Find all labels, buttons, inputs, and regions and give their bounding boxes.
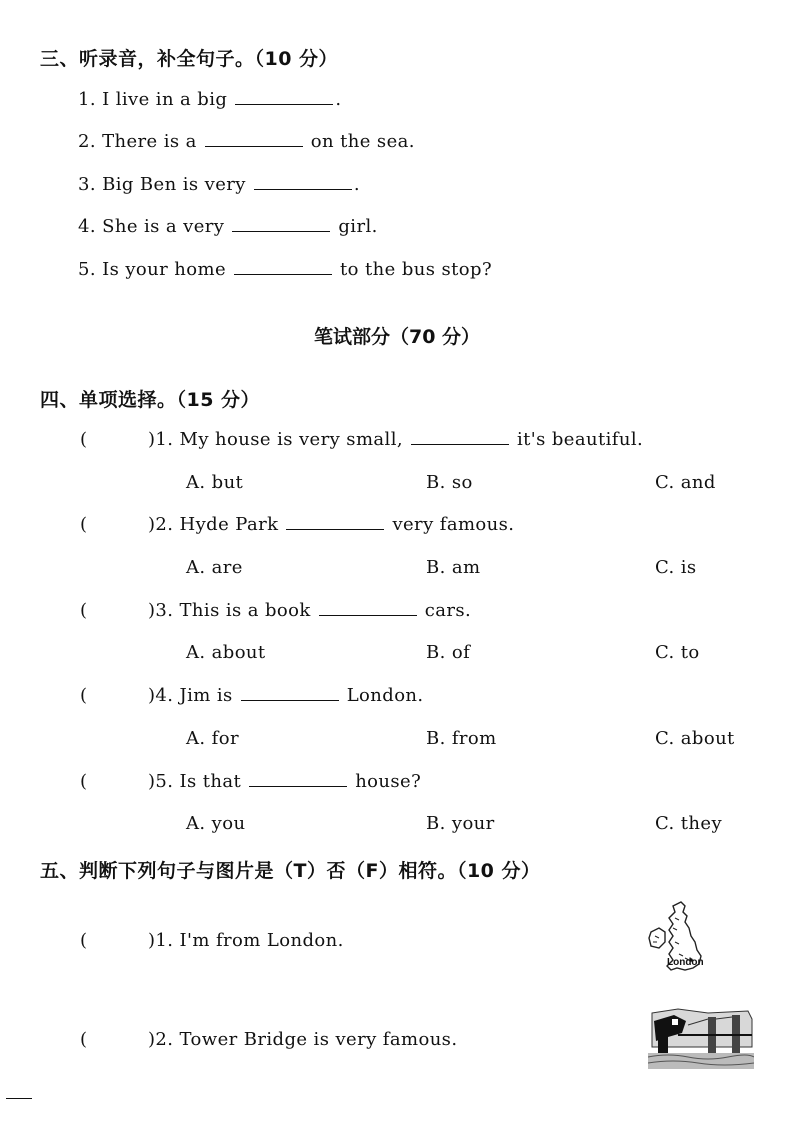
option-b: B. your xyxy=(426,813,495,834)
answer-blank[interactable] xyxy=(205,145,303,147)
answer-paren[interactable]: ( xyxy=(80,514,88,535)
item-text: to the bus stop? xyxy=(340,259,492,280)
item-text: 1. I live in a big xyxy=(78,89,228,110)
option-c: C. is xyxy=(655,557,697,578)
option-a: A. but xyxy=(186,472,244,493)
judge-text: )2. Tower Bridge is very famous. xyxy=(148,1029,458,1050)
option-c: C. they xyxy=(655,813,723,834)
option-a: A. you xyxy=(186,813,246,834)
option-a: A. about xyxy=(186,642,266,663)
answer-paren[interactable]: ( xyxy=(80,685,88,706)
answer-paren[interactable]: ( xyxy=(80,930,88,951)
question-3 xyxy=(80,600,471,621)
answer-blank xyxy=(241,699,339,701)
answer-blank xyxy=(286,528,384,530)
option-b: B. so xyxy=(426,472,473,493)
option-c: C. and xyxy=(655,472,716,493)
option-c: C. to xyxy=(655,642,700,663)
answer-blank[interactable] xyxy=(232,230,330,232)
section3-item-1 xyxy=(78,89,341,110)
judge-item-1 xyxy=(80,930,344,951)
answer-paren[interactable]: ( xyxy=(80,1029,88,1050)
answer-blank[interactable] xyxy=(234,273,332,275)
answer-blank xyxy=(319,614,417,616)
section3-item-3 xyxy=(78,174,360,195)
section4-heading: 四、单项选择。（15 分） xyxy=(40,389,261,411)
answer-paren[interactable]: ( xyxy=(80,429,88,450)
section3-item-5 xyxy=(78,259,492,280)
question-text: )4. Jim is xyxy=(148,685,233,706)
question-text: London. xyxy=(346,685,424,706)
question-1 xyxy=(80,429,643,450)
section3-heading: 三、听录音，补全句子。（10 分） xyxy=(40,48,339,70)
question-4 xyxy=(80,685,424,706)
question-text: )3. This is a book xyxy=(148,600,311,621)
tower-bridge-image xyxy=(648,1007,754,1069)
question-text: )2. Hyde Park xyxy=(148,514,279,535)
section5-heading: 五、判断下列句子与图片是（T）否（F）相符。（10 分） xyxy=(40,860,541,882)
judge-text: )1. I'm from London. xyxy=(148,930,344,951)
item-text: girl. xyxy=(338,216,378,237)
question-text: )1. My house is very small, xyxy=(148,429,403,450)
question-2 xyxy=(80,514,514,535)
item-text: . xyxy=(353,174,360,195)
option-c: C. about xyxy=(655,728,735,749)
answer-paren[interactable]: ( xyxy=(80,600,88,621)
question-text: house? xyxy=(355,771,422,792)
answer-blank[interactable] xyxy=(235,103,333,105)
option-a: A. are xyxy=(186,557,243,578)
judge-item-2 xyxy=(80,1029,457,1050)
item-text: on the sea. xyxy=(310,131,415,152)
section3-item-4 xyxy=(78,216,378,237)
item-text: 3. Big Ben is very xyxy=(78,174,246,195)
option-b: B. of xyxy=(426,642,471,663)
option-b: B. am xyxy=(426,557,481,578)
question-text: very famous. xyxy=(392,514,515,535)
map-label: London xyxy=(667,957,704,968)
question-text: it's beautiful. xyxy=(516,429,644,450)
written-part-title: 笔试部分（70 分） xyxy=(313,326,481,348)
section3-item-2 xyxy=(78,131,415,152)
item-text: 5. Is your home xyxy=(78,259,227,280)
answer-blank[interactable] xyxy=(254,188,352,190)
option-a: A. for xyxy=(186,728,239,749)
question-text: )5. Is that xyxy=(148,771,242,792)
answer-blank xyxy=(249,785,347,787)
uk-map-image xyxy=(645,898,707,982)
question-5 xyxy=(80,771,421,792)
answer-blank xyxy=(411,443,509,445)
item-text: 4. She is a very xyxy=(78,216,225,237)
question-text: cars. xyxy=(424,600,472,621)
option-b: B. from xyxy=(426,728,497,749)
item-text: 2. There is a xyxy=(78,131,197,152)
answer-paren[interactable]: ( xyxy=(80,771,88,792)
item-text: . xyxy=(335,89,342,110)
bottom-rule xyxy=(6,1098,32,1099)
